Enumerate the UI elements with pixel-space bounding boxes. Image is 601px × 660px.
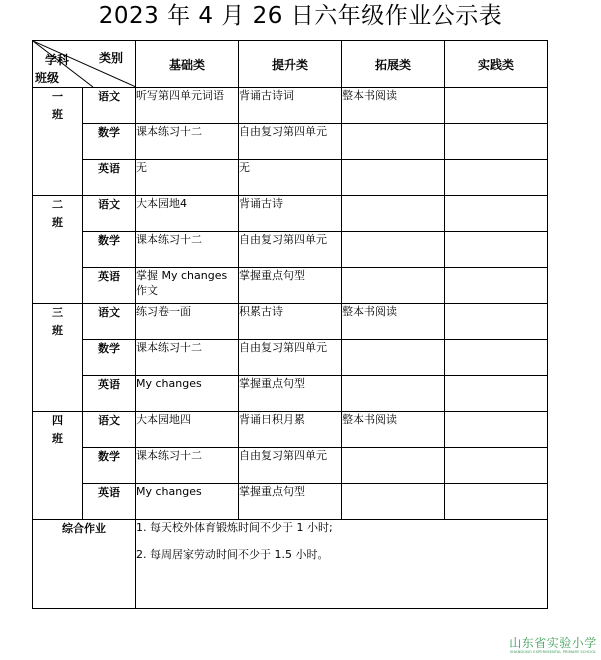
table-row: [33, 448, 548, 484]
corner-category-label: 类别: [99, 51, 124, 65]
school-logo-name: 山东省实验小学: [509, 636, 597, 650]
subject-label: 数学: [83, 340, 136, 376]
table-cell: [342, 484, 445, 520]
class-label-char: 二: [52, 198, 63, 211]
table-cell: 听写第四单元词语: [136, 88, 239, 124]
class-label-2: [33, 196, 83, 304]
school-logo: [508, 636, 598, 658]
table-row: [33, 340, 548, 376]
corner-class-label: 班级: [35, 71, 60, 85]
table-cell: [445, 124, 548, 160]
table-cell: 自由复习第四单元: [239, 124, 342, 160]
comprehensive-item: 1. 每天校外体育锻炼时间不少于 1 小时;: [136, 521, 333, 534]
comprehensive-item: 2. 每周居家劳动时间不少于 1.5 小时。: [136, 548, 329, 561]
class-label-char: 三: [52, 306, 63, 319]
class-label-char: 班: [52, 216, 63, 229]
class-label-char: 班: [52, 324, 63, 337]
table-cell: [445, 88, 548, 124]
table-cell: 掌握重点句型: [239, 268, 342, 304]
table-cell: 背诵古诗: [239, 196, 342, 232]
table-row: [33, 232, 548, 268]
subject-label: 英语: [83, 160, 136, 196]
table-cell: [342, 448, 445, 484]
table-cell: [342, 196, 445, 232]
homework-table: [32, 40, 548, 609]
table-cell: 课本练习十二: [136, 124, 239, 160]
subject-label: 英语: [83, 376, 136, 412]
table-cell: 自由复习第四单元: [239, 448, 342, 484]
table-cell: [445, 412, 548, 448]
table-row: [33, 304, 548, 340]
table-cell: 自由复习第四单元: [239, 232, 342, 268]
school-logo-english: SHANDONG EXPERIMENTAL PRIMARY SCHOOL: [509, 650, 597, 654]
table-row: [33, 412, 548, 448]
table-cell: [445, 376, 548, 412]
class-label-3: [33, 304, 83, 412]
subject-label: 语文: [83, 196, 136, 232]
table-cell: 积累古诗: [239, 304, 342, 340]
class-label-char: 四: [52, 414, 63, 427]
table-cell: 课本练习十二: [136, 448, 239, 484]
table-cell: 掌握 My changes 作文: [136, 268, 239, 304]
table-cell: 自由复习第四单元: [239, 340, 342, 376]
subject-label: 语文: [83, 88, 136, 124]
table-cell: [342, 160, 445, 196]
table-cell: 整本书阅读: [342, 88, 445, 124]
table-row: [33, 484, 548, 520]
column-header-improve: 提升类: [239, 41, 342, 88]
corner-subject-label: 学科: [45, 53, 70, 67]
table-cell: [445, 304, 548, 340]
column-header-extend: 拓展类: [342, 41, 445, 88]
class-label-4: [33, 412, 83, 520]
table-cell: 大本园地4: [136, 196, 239, 232]
table-row: [33, 124, 548, 160]
table-cell: [342, 124, 445, 160]
table-cell: [445, 340, 548, 376]
table-cell: 课本练习十二: [136, 232, 239, 268]
table-cell: My changes: [136, 484, 239, 520]
table-cell: [342, 376, 445, 412]
column-header-basic: 基础类: [136, 41, 239, 88]
table-cell: 大本园地四: [136, 412, 239, 448]
table-cell: 掌握重点句型: [239, 376, 342, 412]
table-row: [33, 268, 548, 304]
table-cell: 背诵古诗词: [239, 88, 342, 124]
comprehensive-content: [136, 520, 548, 609]
subject-label: 数学: [83, 232, 136, 268]
subject-label: 英语: [83, 484, 136, 520]
table-cell: [445, 232, 548, 268]
column-header-practice: 实践类: [445, 41, 548, 88]
table-cell: 整本书阅读: [342, 412, 445, 448]
table-row: [33, 196, 548, 232]
subject-label: 英语: [83, 268, 136, 304]
table-row: [33, 88, 548, 124]
table-cell: 课本练习十二: [136, 340, 239, 376]
table-cell: 掌握重点句型: [239, 484, 342, 520]
table-cell: 背诵日积月累: [239, 412, 342, 448]
table-cell: [445, 196, 548, 232]
subject-label: 语文: [83, 304, 136, 340]
subject-label: 数学: [83, 124, 136, 160]
header-corner-cell: [33, 41, 136, 88]
table-cell: [342, 340, 445, 376]
table-cell: [342, 232, 445, 268]
table-cell: [445, 160, 548, 196]
table-cell: 整本书阅读: [342, 304, 445, 340]
table-cell: [342, 268, 445, 304]
comprehensive-label: 综合作业: [33, 520, 136, 609]
page-title: 2023 年 4 月 26 日六年级作业公示表: [98, 3, 503, 29]
table-cell: 无: [136, 160, 239, 196]
table-cell: 练习卷一面: [136, 304, 239, 340]
table-cell: [445, 448, 548, 484]
table-cell: [445, 484, 548, 520]
header-row: [33, 41, 548, 88]
class-label-char: 一: [52, 90, 63, 103]
class-label-char: 班: [52, 108, 63, 121]
class-label-1: [33, 88, 83, 196]
table-cell: 无: [239, 160, 342, 196]
table-row: [33, 160, 548, 196]
subject-label: 数学: [83, 448, 136, 484]
subject-label: 语文: [83, 412, 136, 448]
table-cell: My changes: [136, 376, 239, 412]
table-cell: [445, 268, 548, 304]
table-row: [33, 376, 548, 412]
comprehensive-row: [33, 520, 548, 609]
class-label-char: 班: [52, 432, 63, 445]
